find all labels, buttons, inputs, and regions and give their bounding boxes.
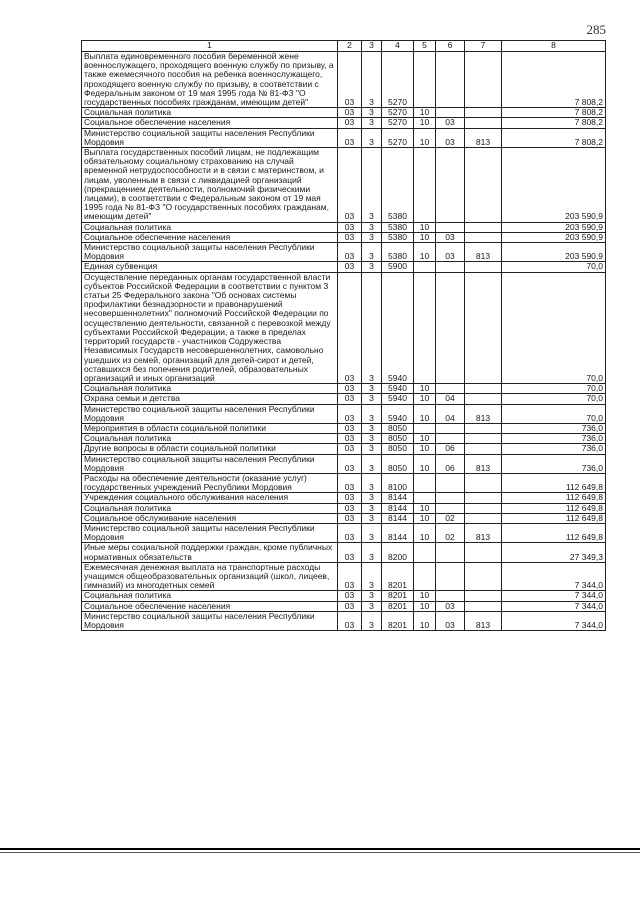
cell-code-2: 03 — [338, 243, 362, 262]
cell-code-7 — [465, 503, 502, 513]
cell-amount: 7 344,0 — [502, 611, 606, 630]
cell-code-5: 10 — [414, 384, 436, 394]
cell-code-4: 8201 — [382, 611, 414, 630]
cell-code-5: 10 — [414, 222, 436, 232]
cell-code-7 — [465, 434, 502, 444]
cell-code-3: 3 — [362, 108, 382, 118]
cell-code-2: 03 — [338, 394, 362, 404]
cell-code-3: 3 — [362, 404, 382, 423]
cell-code-3: 3 — [362, 503, 382, 513]
cell-code-3: 3 — [362, 434, 382, 444]
cell-row-name: Социальная политика — [82, 591, 338, 601]
cell-code-6 — [436, 148, 465, 223]
cell-code-5 — [414, 473, 436, 492]
column-header: 1 — [82, 41, 338, 52]
table-row — [82, 591, 606, 601]
table-row — [82, 272, 606, 383]
cell-code-5: 10 — [414, 108, 436, 118]
cell-row-name: Министерство социальной защиты населения Республики Мордовия — [82, 128, 338, 147]
cell-code-4: 5270 — [382, 128, 414, 147]
cell-code-2: 03 — [338, 222, 362, 232]
cell-row-name: Министерство социальной защиты населения Республики Мордовия — [82, 454, 338, 473]
cell-code-7: 813 — [465, 404, 502, 423]
cell-code-6: 03 — [436, 128, 465, 147]
cell-row-name: Расходы на обеспечение деятельности (оказание услуг) государственных учреждений Республики Мордовия — [82, 473, 338, 492]
footer-divider-secondary — [0, 852, 640, 853]
table-row — [82, 444, 606, 454]
cell-row-name: Министерство социальной защиты населения Республики Мордовия — [82, 243, 338, 262]
table-row — [82, 128, 606, 147]
cell-amount: 112 649,8 — [502, 503, 606, 513]
cell-code-7 — [465, 562, 502, 591]
cell-code-3: 3 — [362, 384, 382, 394]
cell-code-5: 10 — [414, 523, 436, 542]
header-row — [82, 41, 606, 52]
cell-row-name: Социальная политика — [82, 384, 338, 394]
cell-code-6 — [436, 493, 465, 503]
cell-code-7 — [465, 493, 502, 503]
cell-code-3: 3 — [362, 148, 382, 223]
cell-code-6 — [436, 423, 465, 433]
cell-code-5: 10 — [414, 404, 436, 423]
table-row — [82, 543, 606, 562]
cell-row-name: Выплата государственных пособий лицам, не подлежащим обязательному социальному страхованию на случай временной нетрудоспособности и в связи с материнством, и лицам, уволенным в связи с ликвидацией организаций (прекращением деятельности, полномочий физическими лицами), в соответствии с Федеральным законом от 19 мая 1995 года № 81-ФЗ "О государственных пособиях гражданам, имеющим детей" — [82, 148, 338, 223]
cell-code-5: 10 — [414, 394, 436, 404]
cell-code-4: 8144 — [382, 513, 414, 523]
cell-code-2: 03 — [338, 404, 362, 423]
cell-row-name: Министерство социальной защиты населения Республики Мордовия — [82, 404, 338, 423]
cell-code-4: 8050 — [382, 423, 414, 433]
cell-code-2: 03 — [338, 232, 362, 242]
cell-code-3: 3 — [362, 243, 382, 262]
cell-amount: 70,0 — [502, 394, 606, 404]
cell-amount: 27 349,3 — [502, 543, 606, 562]
cell-code-5: 10 — [414, 444, 436, 454]
cell-code-6 — [436, 562, 465, 591]
cell-code-4: 8200 — [382, 543, 414, 562]
cell-amount: 203 590,9 — [502, 222, 606, 232]
cell-code-7 — [465, 384, 502, 394]
cell-row-name: Учреждения социального обслуживания населения — [82, 493, 338, 503]
cell-code-4: 8201 — [382, 591, 414, 601]
cell-amount: 70,0 — [502, 384, 606, 394]
cell-code-3: 3 — [362, 423, 382, 433]
cell-amount: 7 344,0 — [502, 562, 606, 591]
cell-code-6 — [436, 222, 465, 232]
cell-code-3: 3 — [362, 52, 382, 108]
cell-code-5 — [414, 52, 436, 108]
table-row — [82, 404, 606, 423]
cell-amount: 112 649,8 — [502, 473, 606, 492]
cell-code-4: 8050 — [382, 434, 414, 444]
cell-row-name: Социальная политика — [82, 222, 338, 232]
cell-code-2: 03 — [338, 611, 362, 630]
cell-code-3: 3 — [362, 128, 382, 147]
cell-amount: 203 590,9 — [502, 243, 606, 262]
cell-code-7: 813 — [465, 454, 502, 473]
cell-code-4: 8050 — [382, 444, 414, 454]
cell-code-5 — [414, 423, 436, 433]
cell-code-2: 03 — [338, 148, 362, 223]
budget-table-container — [81, 40, 605, 631]
cell-code-2: 03 — [338, 262, 362, 272]
cell-code-2: 03 — [338, 434, 362, 444]
column-header: 4 — [382, 41, 414, 52]
column-header: 5 — [414, 41, 436, 52]
cell-code-3: 3 — [362, 473, 382, 492]
cell-row-name: Мероприятия в области социальной политики — [82, 423, 338, 433]
cell-code-7 — [465, 272, 502, 383]
table-row — [82, 611, 606, 630]
cell-code-6 — [436, 434, 465, 444]
cell-code-6: 06 — [436, 444, 465, 454]
cell-code-7 — [465, 543, 502, 562]
cell-code-7 — [465, 513, 502, 523]
cell-code-6 — [436, 262, 465, 272]
cell-code-4: 5380 — [382, 243, 414, 262]
cell-row-name: Иные меры социальной поддержки граждан, кроме публичных нормативных обязательств — [82, 543, 338, 562]
cell-code-4: 8050 — [382, 454, 414, 473]
cell-code-2: 03 — [338, 118, 362, 128]
column-header: 3 — [362, 41, 382, 52]
cell-code-7 — [465, 262, 502, 272]
table-row — [82, 394, 606, 404]
cell-code-3: 3 — [362, 601, 382, 611]
cell-code-6 — [436, 503, 465, 513]
cell-code-5 — [414, 562, 436, 591]
cell-row-name: Охрана семьи и детства — [82, 394, 338, 404]
cell-amount: 70,0 — [502, 262, 606, 272]
cell-code-5 — [414, 493, 436, 503]
cell-row-name: Другие вопросы в области социальной политики — [82, 444, 338, 454]
cell-code-6: 02 — [436, 523, 465, 542]
cell-code-3: 3 — [362, 222, 382, 232]
table-row — [82, 503, 606, 513]
cell-row-name: Единая субвенция — [82, 262, 338, 272]
cell-amount: 736,0 — [502, 454, 606, 473]
table-row — [82, 262, 606, 272]
cell-code-2: 03 — [338, 503, 362, 513]
cell-code-2: 03 — [338, 454, 362, 473]
cell-code-5: 10 — [414, 601, 436, 611]
cell-code-2: 03 — [338, 562, 362, 591]
footer-divider — [0, 848, 640, 850]
cell-code-3: 3 — [362, 513, 382, 523]
cell-amount: 7 344,0 — [502, 601, 606, 611]
cell-row-name: Социальная политика — [82, 434, 338, 444]
cell-code-4: 5940 — [382, 384, 414, 394]
cell-amount: 203 590,9 — [502, 232, 606, 242]
cell-code-4: 8201 — [382, 601, 414, 611]
cell-code-5: 10 — [414, 232, 436, 242]
cell-code-3: 3 — [362, 543, 382, 562]
cell-code-2: 03 — [338, 543, 362, 562]
table-row — [82, 562, 606, 591]
cell-code-6: 03 — [436, 611, 465, 630]
column-header: 2 — [338, 41, 362, 52]
cell-code-7 — [465, 52, 502, 108]
cell-code-7 — [465, 601, 502, 611]
cell-code-3: 3 — [362, 611, 382, 630]
table-row — [82, 384, 606, 394]
cell-code-5: 10 — [414, 243, 436, 262]
cell-amount: 7 344,0 — [502, 591, 606, 601]
cell-code-7 — [465, 473, 502, 492]
cell-code-3: 3 — [362, 262, 382, 272]
cell-amount: 736,0 — [502, 423, 606, 433]
budget-table — [81, 40, 606, 631]
cell-code-3: 3 — [362, 591, 382, 601]
cell-code-2: 03 — [338, 444, 362, 454]
table-row — [82, 232, 606, 242]
cell-code-5: 10 — [414, 503, 436, 513]
cell-code-2: 03 — [338, 108, 362, 118]
table-row — [82, 148, 606, 223]
cell-amount: 7 808,2 — [502, 52, 606, 108]
table-row — [82, 601, 606, 611]
cell-code-2: 03 — [338, 272, 362, 383]
table-row — [82, 493, 606, 503]
cell-code-5: 10 — [414, 128, 436, 147]
cell-code-5: 10 — [414, 118, 436, 128]
cell-code-2: 03 — [338, 473, 362, 492]
cell-code-7: 813 — [465, 611, 502, 630]
cell-amount: 112 649,8 — [502, 493, 606, 503]
cell-code-6: 06 — [436, 454, 465, 473]
cell-code-5: 10 — [414, 454, 436, 473]
cell-code-6: 03 — [436, 243, 465, 262]
cell-amount: 7 808,2 — [502, 128, 606, 147]
cell-amount: 7 808,2 — [502, 118, 606, 128]
cell-code-4: 8144 — [382, 493, 414, 503]
cell-code-5 — [414, 148, 436, 223]
cell-code-5: 10 — [414, 434, 436, 444]
cell-code-2: 03 — [338, 591, 362, 601]
cell-row-name: Ежемесячная денежная выплата на транспортные расходы учащимся общеобразовательных организаций (школ, лицеев, гимназий) из многодетных семей — [82, 562, 338, 591]
cell-code-5: 10 — [414, 513, 436, 523]
table-row — [82, 108, 606, 118]
cell-code-7: 813 — [465, 243, 502, 262]
cell-amount: 736,0 — [502, 434, 606, 444]
cell-code-6: 03 — [436, 601, 465, 611]
table-row — [82, 243, 606, 262]
cell-code-4: 5270 — [382, 118, 414, 128]
cell-code-5 — [414, 272, 436, 383]
cell-code-5: 10 — [414, 591, 436, 601]
cell-code-7 — [465, 118, 502, 128]
table-row — [82, 454, 606, 473]
cell-code-4: 5380 — [382, 148, 414, 223]
cell-code-4: 5270 — [382, 52, 414, 108]
cell-code-5 — [414, 543, 436, 562]
cell-code-4: 8144 — [382, 523, 414, 542]
cell-code-3: 3 — [362, 454, 382, 473]
cell-code-4: 5940 — [382, 394, 414, 404]
table-row — [82, 473, 606, 492]
cell-amount: 70,0 — [502, 272, 606, 383]
cell-code-3: 3 — [362, 523, 382, 542]
table-row — [82, 52, 606, 108]
table-body — [82, 52, 606, 631]
cell-code-6 — [436, 473, 465, 492]
cell-code-2: 03 — [338, 601, 362, 611]
column-header: 8 — [502, 41, 606, 52]
table-row — [82, 513, 606, 523]
cell-row-name: Министерство социальной защиты населения Республики Мордовия — [82, 523, 338, 542]
cell-code-6 — [436, 272, 465, 383]
cell-code-2: 03 — [338, 384, 362, 394]
cell-row-name: Социальное обеспечение населения — [82, 232, 338, 242]
cell-code-4: 5940 — [382, 272, 414, 383]
cell-code-7 — [465, 444, 502, 454]
cell-code-7 — [465, 148, 502, 223]
cell-code-6 — [436, 543, 465, 562]
cell-code-4: 8201 — [382, 562, 414, 591]
cell-code-6 — [436, 591, 465, 601]
cell-amount: 70,0 — [502, 404, 606, 423]
cell-code-7 — [465, 423, 502, 433]
column-header: 6 — [436, 41, 465, 52]
table-row — [82, 423, 606, 433]
cell-code-2: 03 — [338, 513, 362, 523]
cell-amount: 112 649,8 — [502, 523, 606, 542]
cell-row-name: Осуществление переданных органам государственной власти субъектов Российской Федерации в соответствии с пунктом 3 статьи 25 Федерального закона "Об основах системы профилактики безнадзорности и правонарушений несовершеннолетних" полномочий Российской Федерации по осуществлению деятельности, связанной с перевозкой между субъектами Российской Федерации, а также в пределах территорий государств - участников Содружества Независимых Государств несовершеннолетних, самовольно ушедших из семей, организаций для детей-сирот и детей, оставшихся без попечения родителей, образовательных организаций и иных организаций — [82, 272, 338, 383]
cell-code-4: 5940 — [382, 404, 414, 423]
cell-code-3: 3 — [362, 562, 382, 591]
page-number: 285 — [586, 22, 606, 37]
cell-code-7 — [465, 108, 502, 118]
cell-amount: 203 590,9 — [502, 148, 606, 223]
cell-row-name: Социальная политика — [82, 108, 338, 118]
cell-code-2: 03 — [338, 52, 362, 108]
cell-code-2: 03 — [338, 423, 362, 433]
table-row — [82, 118, 606, 128]
cell-code-6: 03 — [436, 118, 465, 128]
cell-row-name: Министерство социальной защиты населения Республики Мордовия — [82, 611, 338, 630]
cell-code-3: 3 — [362, 444, 382, 454]
cell-code-3: 3 — [362, 394, 382, 404]
cell-code-7: 813 — [465, 128, 502, 147]
column-header: 7 — [465, 41, 502, 52]
cell-code-7: 813 — [465, 523, 502, 542]
cell-code-6 — [436, 384, 465, 394]
cell-code-2: 03 — [338, 523, 362, 542]
cell-code-6 — [436, 108, 465, 118]
cell-row-name: Социальная политика — [82, 503, 338, 513]
cell-code-6: 04 — [436, 394, 465, 404]
cell-code-3: 3 — [362, 272, 382, 383]
cell-amount: 112 649,8 — [502, 513, 606, 523]
cell-amount: 736,0 — [502, 444, 606, 454]
table-row — [82, 434, 606, 444]
cell-row-name: Социальное обеспечение населения — [82, 601, 338, 611]
cell-code-7 — [465, 394, 502, 404]
cell-code-3: 3 — [362, 232, 382, 242]
cell-code-2: 03 — [338, 128, 362, 147]
cell-code-6: 04 — [436, 404, 465, 423]
cell-row-name: Социальное обслуживание населения — [82, 513, 338, 523]
cell-code-2: 03 — [338, 493, 362, 503]
cell-code-4: 5380 — [382, 232, 414, 242]
cell-code-5 — [414, 262, 436, 272]
cell-code-5: 10 — [414, 611, 436, 630]
table-row — [82, 523, 606, 542]
cell-code-6 — [436, 52, 465, 108]
cell-code-7 — [465, 591, 502, 601]
cell-code-4: 8100 — [382, 473, 414, 492]
cell-code-4: 5380 — [382, 222, 414, 232]
cell-code-3: 3 — [362, 493, 382, 503]
cell-code-4: 5270 — [382, 108, 414, 118]
cell-code-4: 8144 — [382, 503, 414, 513]
cell-amount: 7 808,2 — [502, 108, 606, 118]
cell-code-7 — [465, 232, 502, 242]
cell-code-3: 3 — [362, 118, 382, 128]
cell-code-4: 5900 — [382, 262, 414, 272]
cell-row-name: Выплата единовременного пособия беременной жене военнослужащего, проходящего военную службу по призыву, а также ежемесячного пособия на ребенка военнослужащего, проходящего военную службу по призыву, в соответствии с Федеральным законом от 19 мая 1995 года № 81-ФЗ "О государственных пособиях гражданам, имеющим детей" — [82, 52, 338, 108]
cell-code-6: 03 — [436, 232, 465, 242]
cell-code-6: 02 — [436, 513, 465, 523]
table-row — [82, 222, 606, 232]
cell-row-name: Социальное обеспечение населения — [82, 118, 338, 128]
cell-code-7 — [465, 222, 502, 232]
